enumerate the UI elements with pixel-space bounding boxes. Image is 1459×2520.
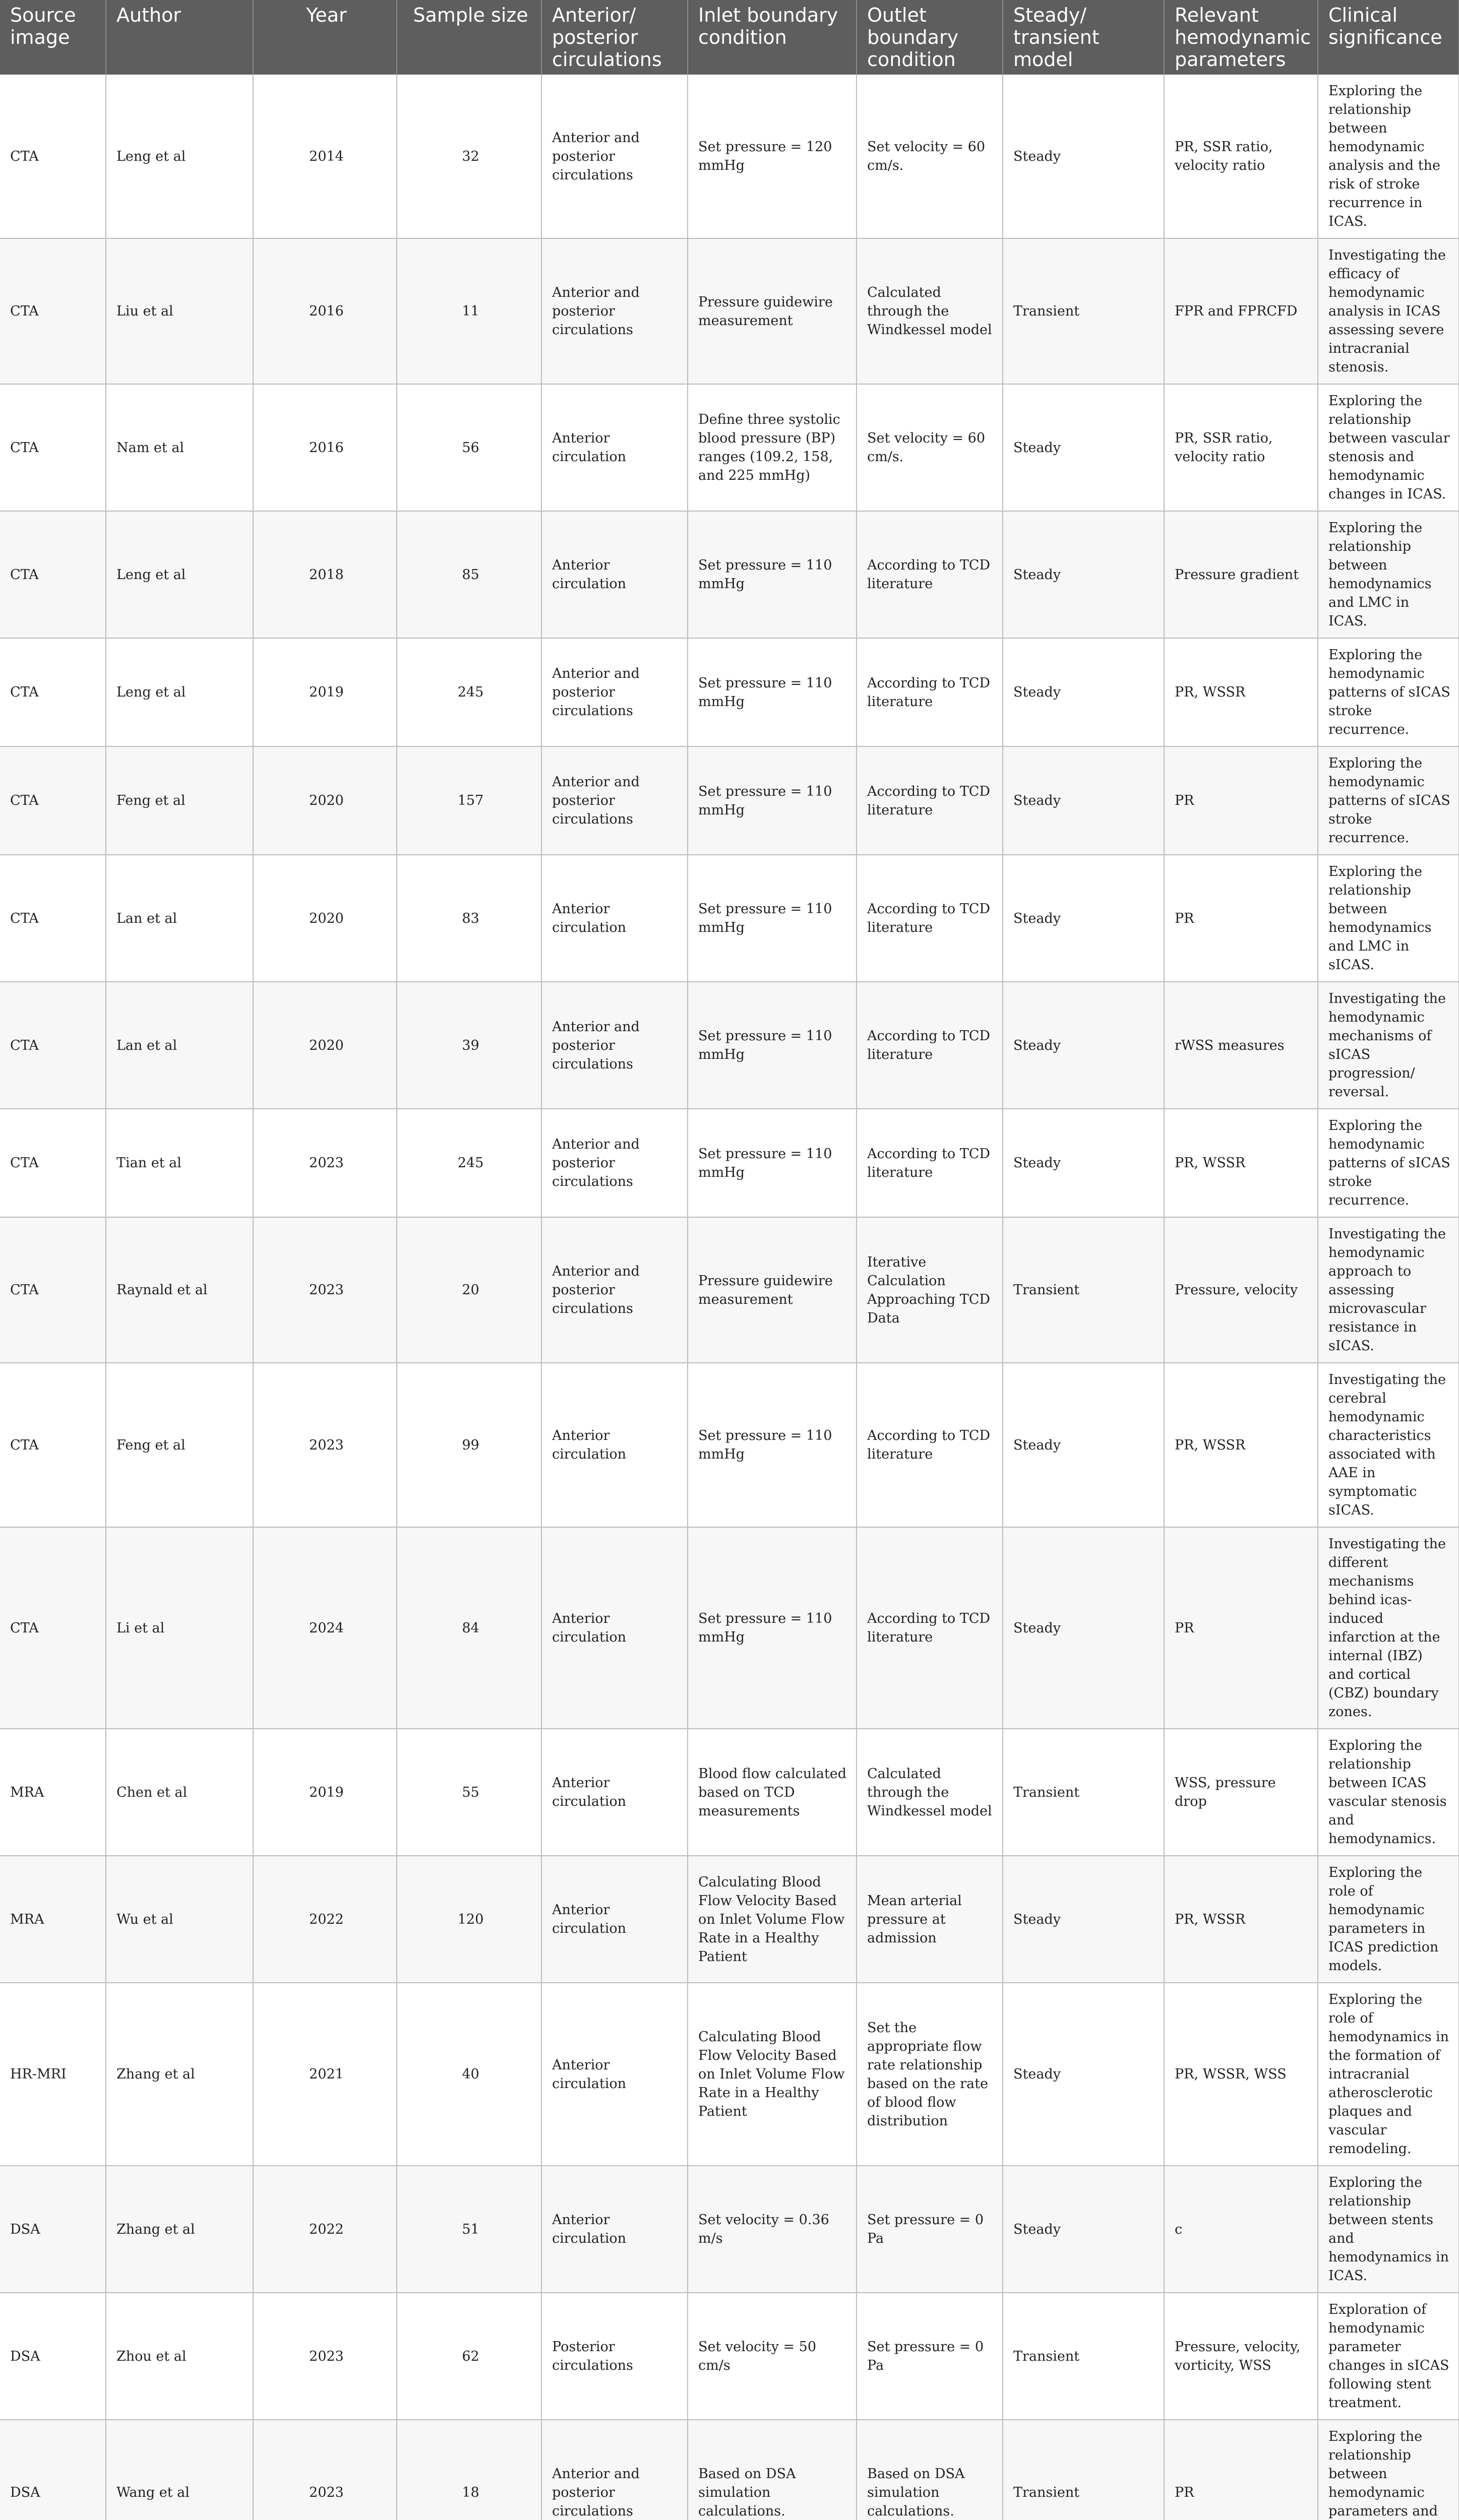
cell-year: 2014 — [253, 75, 397, 238]
cell-outlet-boundary: Calculated through the Windkessel model — [857, 1729, 1003, 1856]
cell-source-image: DSA — [0, 2166, 106, 2293]
cell-author: Wang et al — [106, 2420, 253, 2520]
cell-parameters: PR, WSSR — [1164, 1856, 1318, 1983]
cell-sample-size: 32 — [397, 75, 541, 238]
cell-clinical-significance: Investigating the different mechanisms behind icas-induced infarction at the internal (IBZ) and cortical (CBZ) boundary zones. — [1318, 1527, 1459, 1729]
cell-model: Transient — [1003, 2293, 1164, 2420]
cell-parameters: PR, SSR ratio, velocity ratio — [1164, 384, 1318, 511]
cell-year: 2016 — [253, 384, 397, 511]
cell-sample-size: 51 — [397, 2166, 541, 2293]
cell-model: Transient — [1003, 1217, 1164, 1363]
cell-inlet-boundary: Blood flow calculated based on TCD measurements — [688, 1729, 857, 1856]
cell-source-image: CTA — [0, 746, 106, 855]
header-circulations: Anterior/ posterior circulations — [541, 0, 688, 75]
cell-clinical-significance: Investigating the hemodynamic mechanisms of sICAS progression/ reversal. — [1318, 982, 1459, 1109]
cell-sample-size: 245 — [397, 1109, 541, 1217]
cell-author: Zhang et al — [106, 1983, 253, 2166]
cell-outlet-boundary: According to TCD literature — [857, 746, 1003, 855]
cell-author: Lan et al — [106, 982, 253, 1109]
cell-author: Feng et al — [106, 746, 253, 855]
cell-source-image: CTA — [0, 384, 106, 511]
cell-circulations: Anterior circulation — [541, 2166, 688, 2293]
cell-outlet-boundary: According to TCD literature — [857, 1527, 1003, 1729]
cell-model: Transient — [1003, 2420, 1164, 2520]
cell-clinical-significance: Exploring the relationship between hemodynamic analysis and the risk of stroke recurrence in ICAS. — [1318, 75, 1459, 238]
cell-inlet-boundary: Pressure guidewire measurement — [688, 1217, 857, 1363]
cell-clinical-significance: Exploring the relationship between hemodynamics and LMC in ICAS. — [1318, 511, 1459, 638]
header-sample-size: Sample size — [397, 0, 541, 75]
cell-parameters: Pressure gradient — [1164, 511, 1318, 638]
cell-parameters: c — [1164, 2166, 1318, 2293]
cell-sample-size: 120 — [397, 1856, 541, 1983]
table-row — [0, 1983, 1459, 2166]
cell-year: 2018 — [253, 511, 397, 638]
cell-author: Liu et al — [106, 238, 253, 384]
cell-sample-size: 20 — [397, 1217, 541, 1363]
cell-clinical-significance: Investigating the efficacy of hemodynamic analysis in ICAS assessing severe intracranial stenosis. — [1318, 238, 1459, 384]
cell-sample-size: 157 — [397, 746, 541, 855]
cell-year: 2021 — [253, 1983, 397, 2166]
cell-source-image: CTA — [0, 982, 106, 1109]
cell-model: Steady — [1003, 75, 1164, 238]
cell-outlet-boundary: Mean arterial pressure at admission — [857, 1856, 1003, 1983]
cell-author: Leng et al — [106, 75, 253, 238]
cell-sample-size: 18 — [397, 2420, 541, 2520]
table-row — [0, 384, 1459, 511]
cell-outlet-boundary: Iterative Calculation Approaching TCD Data — [857, 1217, 1003, 1363]
cell-model: Steady — [1003, 982, 1164, 1109]
table-row — [0, 511, 1459, 638]
cell-clinical-significance: Exploring the relationship between hemodynamics and LMC in sICAS. — [1318, 855, 1459, 982]
cell-clinical-significance: Exploring the relationship between stents and hemodynamics in ICAS. — [1318, 2166, 1459, 2293]
table-row — [0, 1527, 1459, 1729]
cell-outlet-boundary: According to TCD literature — [857, 1109, 1003, 1217]
cell-sample-size: 40 — [397, 1983, 541, 2166]
header-inlet-boundary: Inlet boundary condition — [688, 0, 857, 75]
table-row — [0, 1856, 1459, 1983]
table-row — [0, 982, 1459, 1109]
cell-sample-size: 99 — [397, 1363, 541, 1527]
cell-author: Leng et al — [106, 638, 253, 746]
cell-sample-size: 245 — [397, 638, 541, 746]
cell-source-image: CTA — [0, 1217, 106, 1363]
cell-parameters: PR, WSSR — [1164, 638, 1318, 746]
cell-inlet-boundary: Set pressure = 110 mmHg — [688, 1109, 857, 1217]
cell-clinical-significance: Exploring the hemodynamic patterns of sICAS stroke recurrence. — [1318, 1109, 1459, 1217]
cell-inlet-boundary: Set pressure = 120 mmHg — [688, 75, 857, 238]
cell-parameters: Pressure, velocity — [1164, 1217, 1318, 1363]
cell-inlet-boundary: Set pressure = 110 mmHg — [688, 1363, 857, 1527]
cell-inlet-boundary: Pressure guidewire measurement — [688, 238, 857, 384]
cell-model: Steady — [1003, 1983, 1164, 2166]
cell-parameters: rWSS measures — [1164, 982, 1318, 1109]
cell-sample-size: 56 — [397, 384, 541, 511]
cell-year: 2023 — [253, 2293, 397, 2420]
cell-year: 2023 — [253, 2420, 397, 2520]
cell-author: Wu et al — [106, 1856, 253, 1983]
cell-author: Feng et al — [106, 1363, 253, 1527]
cell-outlet-boundary: Set velocity = 60 cm/s. — [857, 384, 1003, 511]
table-row — [0, 638, 1459, 746]
cell-outlet-boundary: According to TCD literature — [857, 982, 1003, 1109]
cell-parameters: FPR and FPRCFD — [1164, 238, 1318, 384]
cell-parameters: PR — [1164, 2420, 1318, 2520]
cell-source-image: CTA — [0, 511, 106, 638]
cell-parameters: PR — [1164, 855, 1318, 982]
cell-model: Steady — [1003, 511, 1164, 638]
cell-source-image: CTA — [0, 75, 106, 238]
cell-year: 2019 — [253, 1729, 397, 1856]
cell-year: 2022 — [253, 1856, 397, 1983]
cell-source-image: CTA — [0, 1109, 106, 1217]
cell-author: Li et al — [106, 1527, 253, 1729]
header-clinical-significance: Clinical significance — [1318, 0, 1459, 75]
header-year: Year — [253, 0, 397, 75]
cell-year: 2020 — [253, 855, 397, 982]
cell-outlet-boundary: According to TCD literature — [857, 855, 1003, 982]
header-author: Author — [106, 0, 253, 75]
cell-parameters: WSS, pressure drop — [1164, 1729, 1318, 1856]
cell-year: 2023 — [253, 1363, 397, 1527]
cell-model: Steady — [1003, 855, 1164, 982]
cell-model: Steady — [1003, 384, 1164, 511]
cell-inlet-boundary: Set pressure = 110 mmHg — [688, 511, 857, 638]
header-row — [0, 0, 1459, 75]
cell-circulations: Anterior and posterior circulations — [541, 638, 688, 746]
cell-circulations: Anterior and posterior circulations — [541, 1217, 688, 1363]
cell-outlet-boundary: Set pressure = 0 Pa — [857, 2166, 1003, 2293]
cell-outlet-boundary: According to TCD literature — [857, 638, 1003, 746]
cell-source-image: HR-MRI — [0, 1983, 106, 2166]
cell-outlet-boundary: According to TCD literature — [857, 511, 1003, 638]
cell-source-image: MRA — [0, 1856, 106, 1983]
cell-model: Transient — [1003, 238, 1164, 384]
cell-author: Zhou et al — [106, 2293, 253, 2420]
cell-source-image: MRA — [0, 1729, 106, 1856]
cell-inlet-boundary: Set velocity = 50 cm/s — [688, 2293, 857, 2420]
table-row — [0, 75, 1459, 238]
cell-parameters: PR, WSSR — [1164, 1109, 1318, 1217]
table-row — [0, 1363, 1459, 1527]
cell-inlet-boundary: Set velocity = 0.36 m/s — [688, 2166, 857, 2293]
cell-inlet-boundary: Based on DSA simulation calculations. — [688, 2420, 857, 2520]
cell-sample-size: 85 — [397, 511, 541, 638]
cell-inlet-boundary: Set pressure = 110 mmHg — [688, 1527, 857, 1729]
cell-source-image: CTA — [0, 1363, 106, 1527]
cell-source-image: CTA — [0, 1527, 106, 1729]
cell-author: Zhang et al — [106, 2166, 253, 2293]
table-row — [0, 2293, 1459, 2420]
header-source-image: Source image — [0, 0, 106, 75]
cell-circulations: Anterior and posterior circulations — [541, 746, 688, 855]
cell-author: Tian et al — [106, 1109, 253, 1217]
cell-year: 2024 — [253, 1527, 397, 1729]
cell-circulations: Anterior circulation — [541, 511, 688, 638]
cell-inlet-boundary: Define three systolic blood pressure (BP) ranges (109.2, 158, and 225 mmHg) — [688, 384, 857, 511]
cell-year: 2020 — [253, 982, 397, 1109]
cell-circulations: Anterior and posterior circulations — [541, 238, 688, 384]
table-row — [0, 746, 1459, 855]
table-row — [0, 1217, 1459, 1363]
cell-parameters: PR, WSSR, WSS — [1164, 1983, 1318, 2166]
cell-model: Steady — [1003, 746, 1164, 855]
cell-circulations: Anterior and posterior circulations — [541, 982, 688, 1109]
cell-circulations: Anterior circulation — [541, 1729, 688, 1856]
cell-model: Steady — [1003, 1109, 1164, 1217]
cell-inlet-boundary: Set pressure = 110 mmHg — [688, 746, 857, 855]
cell-outlet-boundary: Set pressure = 0 Pa — [857, 2293, 1003, 2420]
cell-sample-size: 62 — [397, 2293, 541, 2420]
table-row — [0, 2166, 1459, 2293]
cell-sample-size: 11 — [397, 238, 541, 384]
cell-model: Steady — [1003, 1856, 1164, 1983]
cell-source-image: DSA — [0, 2293, 106, 2420]
table-row — [0, 238, 1459, 384]
cell-source-image: CTA — [0, 855, 106, 982]
cell-circulations: Anterior and posterior circulations — [541, 75, 688, 238]
cell-parameters: PR, SSR ratio, velocity ratio — [1164, 75, 1318, 238]
cell-source-image: CTA — [0, 238, 106, 384]
cell-sample-size: 83 — [397, 855, 541, 982]
header-outlet-boundary: Outlet boundary condition — [857, 0, 1003, 75]
cell-clinical-significance: Investigating the hemodynamic approach to assessing microvascular resistance in sICAS. — [1318, 1217, 1459, 1363]
cell-author: Raynald et al — [106, 1217, 253, 1363]
cell-author: Lan et al — [106, 855, 253, 982]
cell-author: Nam et al — [106, 384, 253, 511]
cell-circulations: Anterior and posterior circulations — [541, 1109, 688, 1217]
cell-sample-size: 55 — [397, 1729, 541, 1856]
cell-outlet-boundary: Set velocity = 60 cm/s. — [857, 75, 1003, 238]
cell-clinical-significance: Exploring the role of hemodynamic parameters in ICAS prediction models. — [1318, 1856, 1459, 1983]
table-row — [0, 1109, 1459, 1217]
cell-year: 2023 — [253, 1109, 397, 1217]
cell-author: Chen et al — [106, 1729, 253, 1856]
cell-inlet-boundary: Calculating Blood Flow Velocity Based on Inlet Volume Flow Rate in a Healthy Patient — [688, 1856, 857, 1983]
cell-circulations: Posterior circulations — [541, 2293, 688, 2420]
cell-inlet-boundary: Set pressure = 110 mmHg — [688, 638, 857, 746]
cell-year: 2022 — [253, 2166, 397, 2293]
cell-parameters: PR — [1164, 746, 1318, 855]
cell-clinical-significance: Exploring the relationship between hemodynamic parameters and — [1318, 2420, 1459, 2520]
cell-year: 2019 — [253, 638, 397, 746]
cell-year: 2023 — [253, 1217, 397, 1363]
cell-outlet-boundary: Based on DSA simulation calculations. — [857, 2420, 1003, 2520]
cell-outlet-boundary: Calculated through the Windkessel model — [857, 238, 1003, 384]
cell-circulations: Anterior circulation — [541, 1527, 688, 1729]
cell-year: 2020 — [253, 746, 397, 855]
cell-inlet-boundary: Set pressure = 110 mmHg — [688, 982, 857, 1109]
cell-inlet-boundary: Set pressure = 110 mmHg — [688, 855, 857, 982]
cell-clinical-significance: Exploring the relationship between ICAS vascular stenosis and hemodynamics. — [1318, 1729, 1459, 1856]
cell-model: Transient — [1003, 1729, 1164, 1856]
cell-year: 2016 — [253, 238, 397, 384]
cell-clinical-significance: Exploring the hemodynamic patterns of sICAS stroke recurrence. — [1318, 746, 1459, 855]
cell-sample-size: 84 — [397, 1527, 541, 1729]
cell-model: Steady — [1003, 2166, 1164, 2293]
header-model: Steady/ transient model — [1003, 0, 1164, 75]
cell-parameters: PR — [1164, 1527, 1318, 1729]
table-row — [0, 855, 1459, 982]
cell-author: Leng et al — [106, 511, 253, 638]
cell-circulations: Anterior circulation — [541, 855, 688, 982]
cell-parameters: Pressure, velocity, vorticity, WSS — [1164, 2293, 1318, 2420]
cell-circulations: Anterior and posterior circulations — [541, 2420, 688, 2520]
cell-model: Steady — [1003, 1527, 1164, 1729]
cell-clinical-significance: Exploration of hemodynamic parameter changes in sICAS following stent treatment. — [1318, 2293, 1459, 2420]
cell-source-image: DSA — [0, 2420, 106, 2520]
cell-outlet-boundary: According to TCD literature — [857, 1363, 1003, 1527]
cell-parameters: PR, WSSR — [1164, 1363, 1318, 1527]
cell-inlet-boundary: Calculating Blood Flow Velocity Based on Inlet Volume Flow Rate in a Healthy Patient — [688, 1983, 857, 2166]
cell-model: Steady — [1003, 1363, 1164, 1527]
cell-clinical-significance: Exploring the relationship between vascular stenosis and hemodynamic changes in ICAS. — [1318, 384, 1459, 511]
cell-clinical-significance: Exploring the hemodynamic patterns of sICAS stroke recurrence. — [1318, 638, 1459, 746]
cell-circulations: Anterior circulation — [541, 1856, 688, 1983]
cell-circulations: Anterior circulation — [541, 1363, 688, 1527]
cell-circulations: Anterior circulation — [541, 384, 688, 511]
cell-clinical-significance: Investigating the cerebral hemodynamic characteristics associated with AAE in symptomatic sICAS. — [1318, 1363, 1459, 1527]
cell-outlet-boundary: Set the appropriate flow rate relationship based on the rate of blood flow distribution — [857, 1983, 1003, 2166]
header-parameters: Relevant hemodynamic parameters — [1164, 0, 1318, 75]
cell-clinical-significance: Exploring the role of hemodynamics in the formation of intracranial atherosclerotic plaques and vascular remodeling. — [1318, 1983, 1459, 2166]
cell-circulations: Anterior circulation — [541, 1983, 688, 2166]
table-row — [0, 1729, 1459, 1856]
cell-sample-size: 39 — [397, 982, 541, 1109]
cell-model: Steady — [1003, 638, 1164, 746]
cell-source-image: CTA — [0, 638, 106, 746]
table-row — [0, 2420, 1459, 2520]
